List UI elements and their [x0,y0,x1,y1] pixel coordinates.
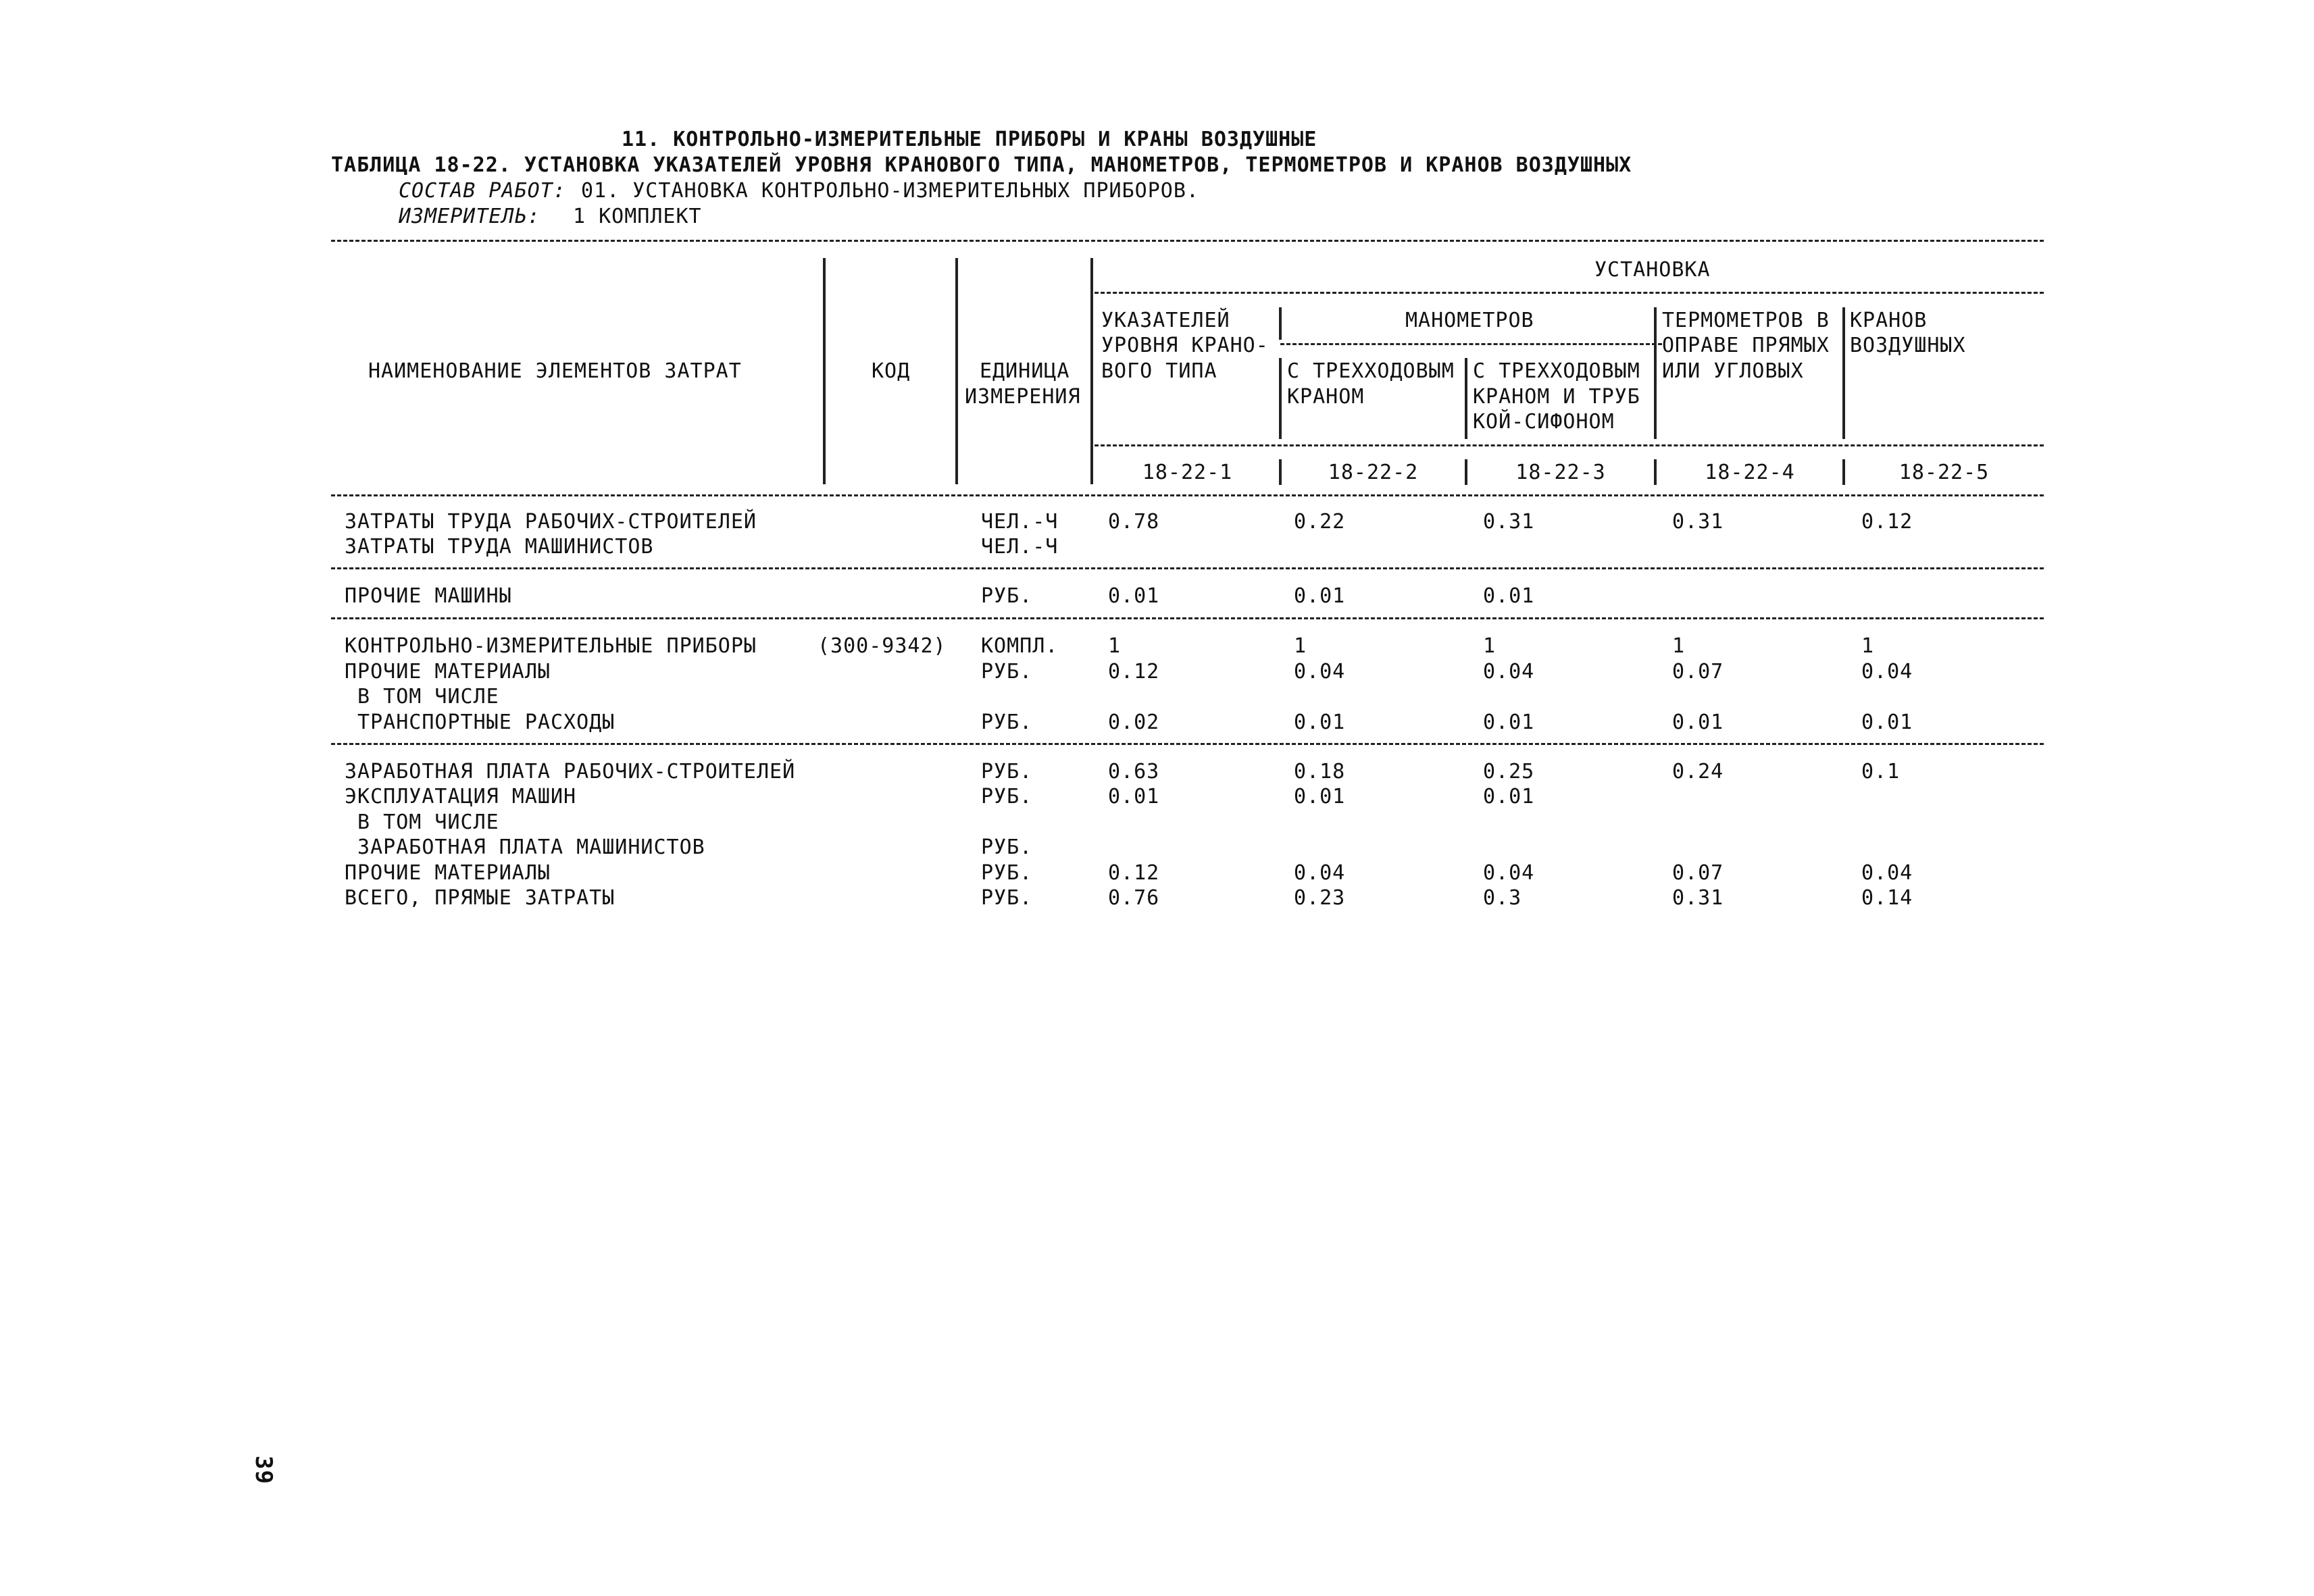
row-unit: РУБ. [981,584,1033,608]
col-sep-c1 [1279,358,1282,439]
row-value-col4: 0.07 [1672,660,1724,684]
row-value-col3: 0.01 [1483,584,1535,608]
table-title: ТАБЛИЦА 18-22. УСТАНОВКА УКАЗАТЕЛЕЙ УРОВНЯ КРАНОВОГО ТИПА, МАНОМЕТРОВ, ТЕРМОМЕТРОВ И КРАНОВ ВОЗДУШНЫХ [331,153,1632,177]
code-18-22-5: 18-22-5 [1898,461,1990,484]
row-unit: ЧЕЛ.-Ч [981,535,1059,559]
row-value-col2: 0.04 [1294,861,1346,885]
header-c1-line1: УКАЗАТЕЛЕЙ [1101,309,1230,332]
col-sep-c2 [1465,358,1467,439]
row-value-col2: 0.04 [1294,660,1346,684]
row-value-col3: 0.01 [1483,785,1535,808]
row-resource-code: (300-9342) [818,634,947,658]
header-code-col: КОД [872,359,911,383]
code-sep-2 [1465,459,1467,485]
row-value-col1: 0.76 [1108,886,1160,910]
row-value-col4: 0.24 [1672,760,1724,783]
row-unit: РУБ. [981,886,1033,910]
row-name: ЭКСПЛУАТАЦИЯ МАШИН [345,785,577,808]
row-unit: РУБ. [981,760,1033,783]
row-value-col1: 0.02 [1108,711,1160,734]
header-group-install: УСТАНОВКА [1594,258,1711,282]
header-c1-line2: УРОВНЯ КРАНО- [1101,334,1269,357]
row-name: ЗАТРАТЫ ТРУДА РАБОЧИХ-СТРОИТЕЛЕЙ [345,510,757,534]
header-c5-line1: КРАНОВ [1850,309,1928,332]
row-value-col3: 0.25 [1483,760,1535,783]
row-value-col1: 0.12 [1108,861,1160,885]
row-value-col2: 0.01 [1294,785,1346,808]
row-unit: РУБ. [981,785,1033,808]
manometer-rule [1280,343,1662,345]
row-value-col3: 0.3 [1483,886,1522,910]
row-name: ПРОЧИЕ МАТЕРИАЛЫ [345,660,551,684]
row-value-col1: 0.78 [1108,510,1160,534]
row-name: В ТОМ ЧИСЛЕ [345,685,499,709]
row-value-col5: 0.12 [1861,510,1913,534]
row-name: ЗАРАБОТНАЯ ПЛАТА МАШИНИСТОВ [345,835,705,859]
header-c1-line3: ВОГО ТИПА [1101,359,1217,383]
row-unit: ЧЕЛ.-Ч [981,510,1059,534]
row-value-col5: 0.04 [1861,660,1913,684]
row-value-col5: 0.1 [1861,760,1901,783]
codes-rule [1095,444,2044,446]
header-bottom-rule [331,494,2044,496]
header-c2-line2: КРАНОМ [1287,385,1365,409]
row-unit: РУБ. [981,711,1033,734]
row-name: ВСЕГО, ПРЯМЫЕ ЗАТРАТЫ [345,886,615,910]
row-name: ЗАТРАТЫ ТРУДА МАШИНИСТОВ [345,535,654,559]
row-value-col5: 0.14 [1861,886,1913,910]
row-value-col3: 0.04 [1483,861,1535,885]
row-value-col2: 0.22 [1294,510,1346,534]
col-sep-values [1090,258,1093,484]
section-rule-2 [331,617,2044,619]
table-top-rule [331,240,2044,242]
header-c4-line1: ТЕРМОМЕТРОВ В [1662,309,1830,332]
row-unit: РУБ. [981,660,1033,684]
row-value-col1: 1 [1108,634,1122,658]
section-title: 11. КОНТРОЛЬНО-ИЗМЕРИТЕЛЬНЫЕ ПРИБОРЫ И КРАНЫ ВОЗДУШНЫЕ [622,128,1317,151]
header-c4-line2: ОПРАВЕ ПРЯМЫХ [1662,334,1830,357]
row-value-col5: 0.01 [1861,711,1913,734]
code-sep-3 [1654,459,1657,485]
col-sep-code [823,258,826,484]
row-unit: КОМПЛ. [981,634,1059,658]
page-number: 39 [250,1456,277,1485]
row-name: ТРАНСПОРТНЫЕ РАСХОДЫ [345,711,615,734]
measure-unit-value: 1 КОМПЛЕКТ [573,205,702,228]
header-name-col: НАИМЕНОВАНИЕ ЭЛЕМЕНТОВ ЗАТРАТ [368,359,742,383]
header-c3-line2: КРАНОМ И ТРУБ [1473,385,1640,409]
row-name: ПРОЧИЕ МАШИНЫ [345,584,512,608]
work-composition-value: 01. УСТАНОВКА КОНТРОЛЬНО-ИЗМЕРИТЕЛЬНЫХ ПРИБОРОВ. [581,179,1199,203]
code-sep-1 [1279,459,1282,485]
row-value-col3: 0.01 [1483,711,1535,734]
row-value-col1: 0.12 [1108,660,1160,684]
row-value-col2: 0.18 [1294,760,1346,783]
row-value-col5: 0.04 [1861,861,1913,885]
header-manometers: МАНОМЕТРОВ [1405,309,1534,332]
header-c3-line3: КОЙ-СИФОНОМ [1473,410,1615,434]
header-unit-col-line2: ИЗМЕРЕНИЯ [965,385,1081,409]
row-value-col3: 0.31 [1483,510,1535,534]
row-value-col1: 0.01 [1108,785,1160,808]
row-value-col2: 1 [1294,634,1307,658]
row-value-col4: 1 [1672,634,1686,658]
row-value-col4: 0.31 [1672,886,1724,910]
code-18-22-1: 18-22-1 [1142,461,1233,484]
header-c5-line2: ВОЗДУШНЫХ [1850,334,1966,357]
row-unit: РУБ. [981,835,1033,859]
code-18-22-2: 18-22-2 [1328,461,1419,484]
col-sep-c1-top [1279,307,1282,340]
header-c2-line1: С ТРЕХХОДОВЫМ [1287,359,1455,383]
code-18-22-4: 18-22-4 [1705,461,1795,484]
section-rule-1 [331,567,2044,569]
header-unit-col-line1: ЕДИНИЦА [980,359,1070,383]
row-value-col2: 0.23 [1294,886,1346,910]
section-rule-3 [331,743,2044,745]
measure-unit-label: ИЗМЕРИТЕЛЬ: [399,205,540,228]
row-unit: РУБ. [981,861,1033,885]
header-c3-line1: С ТРЕХХОДОВЫМ [1473,359,1640,383]
row-value-col1: 0.01 [1108,584,1160,608]
row-value-col4: 0.07 [1672,861,1724,885]
work-composition-label: СОСТАВ РАБОТ: [399,179,566,203]
row-value-col3: 0.04 [1483,660,1535,684]
row-name: В ТОМ ЧИСЛЕ [345,810,499,834]
group-rule [1095,292,2044,294]
code-sep-4 [1842,459,1845,485]
row-value-col2: 0.01 [1294,711,1346,734]
col-sep-unit [955,258,958,484]
row-name: ЗАРАБОТНАЯ ПЛАТА РАБОЧИХ-СТРОИТЕЛЕЙ [345,760,796,783]
row-value-col1: 0.63 [1108,760,1160,783]
row-value-col2: 0.01 [1294,584,1346,608]
col-sep-c4 [1842,307,1845,439]
row-value-col4: 0.01 [1672,711,1724,734]
row-value-col5: 1 [1861,634,1875,658]
row-name: КОНТРОЛЬНО-ИЗМЕРИТЕЛЬНЫЕ ПРИБОРЫ [345,634,757,658]
col-sep-c3 [1654,307,1657,439]
row-value-col4: 0.31 [1672,510,1724,534]
code-18-22-3: 18-22-3 [1515,461,1606,484]
row-name: ПРОЧИЕ МАТЕРИАЛЫ [345,861,551,885]
header-c4-line3: ИЛИ УГЛОВЫХ [1662,359,1804,383]
row-value-col3: 1 [1483,634,1496,658]
